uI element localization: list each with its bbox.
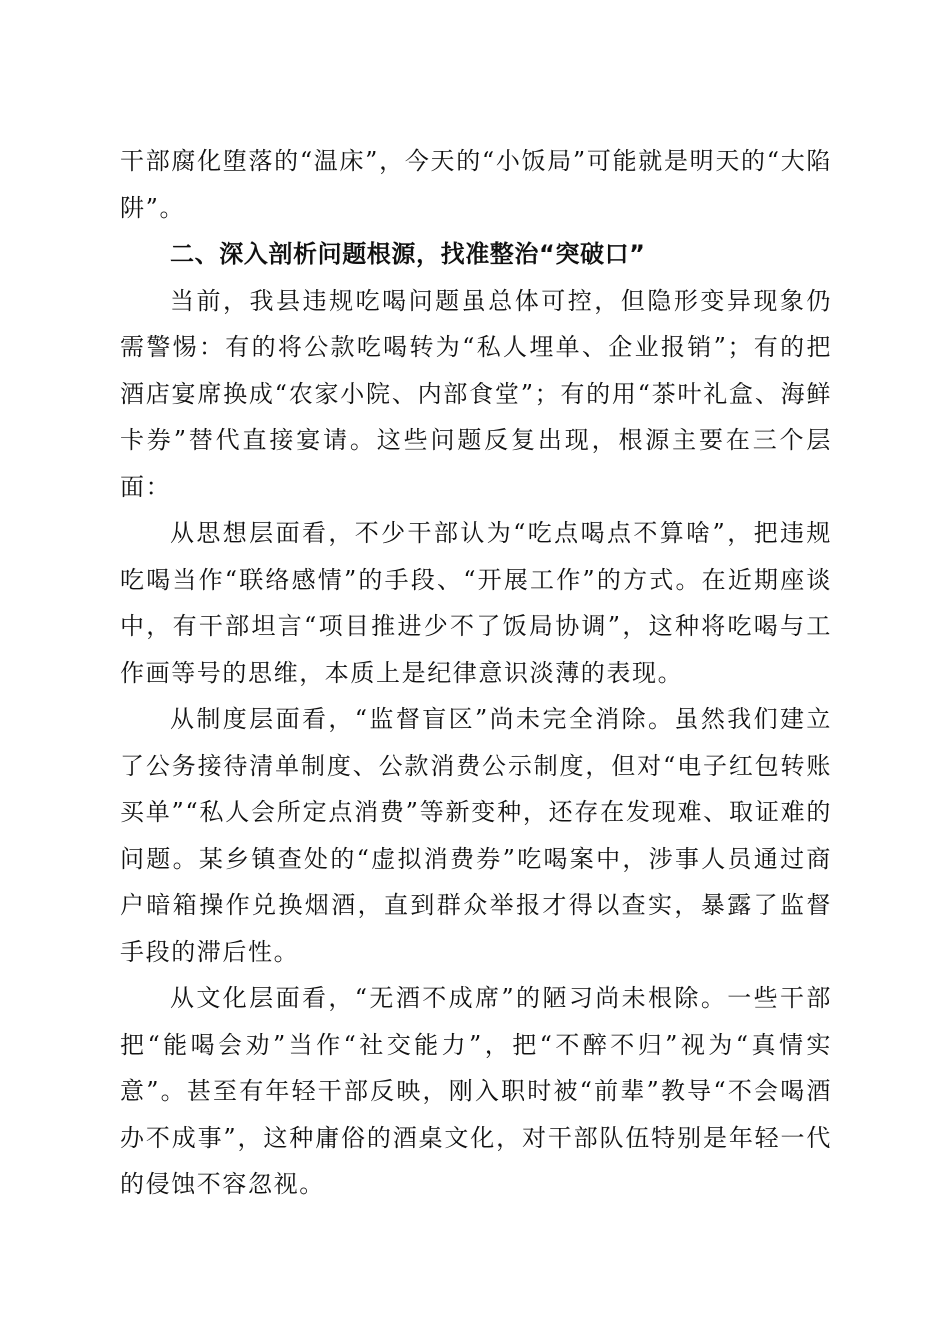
paragraph-institution-level: 从制度层面看，“监督盲区”尚未完全消除。虽然我们建立了公务接待清单制度、公款消费公示制度，但对“电子红包转账买单”“私人会所定点消费”等新变种，还存在发现难、取证难的问题。某乡镇查处的“虚拟消费券”吃喝案中，涉事人员通过商户暗箱操作兑换烟酒，直到群众举报才得以查实，暴露了监督手段的滞后性。 bbox=[120, 705, 832, 966]
paragraph-culture-level: 从文化层面看，“无酒不成席”的陋习尚未根除。一些干部把“能喝会劝”当作“社交能力”，把“不醉不归”视为“真情实意”。甚至有年轻干部反映，刚入职时被“前辈”教导“不会喝酒办不成事”，这种庸俗的酒桌文化，对干部队伍特别是年轻一代的侵蚀不容忽视。 bbox=[120, 984, 832, 1198]
paragraph-ideology-level: 从思想层面看，不少干部认为“吃点喝点不算啥”，把违规吃喝当作“联络感情”的手段、“开展工作”的方式。在近期座谈中，有干部坦言“项目推进少不了饭局协调”，这种将吃喝与工作画等号的思维，本质上是纪律意识淡薄的表现。 bbox=[120, 519, 832, 687]
paragraph-root-causes-intro: 当前，我县违规吃喝问题虽总体可控，但隐形变异现象仍需警惕：有的将公款吃喝转为“私人埋单、企业报销”；有的把酒店宴席换成“农家小院、内部食堂”；有的用“茶叶礼盒、海鲜卡券”替代直接宴请。这些问题反复出现，根源主要在三个层面： bbox=[120, 286, 832, 501]
section-heading: 二、深入剖析问题根源，找准整治“突破口” bbox=[170, 240, 646, 268]
document-body bbox=[120, 138, 832, 1208]
paragraph-continuation: 干部腐化堕落的“温床”，今天的“小饭局”可能就是明天的“大陷阱”。 bbox=[120, 147, 832, 222]
